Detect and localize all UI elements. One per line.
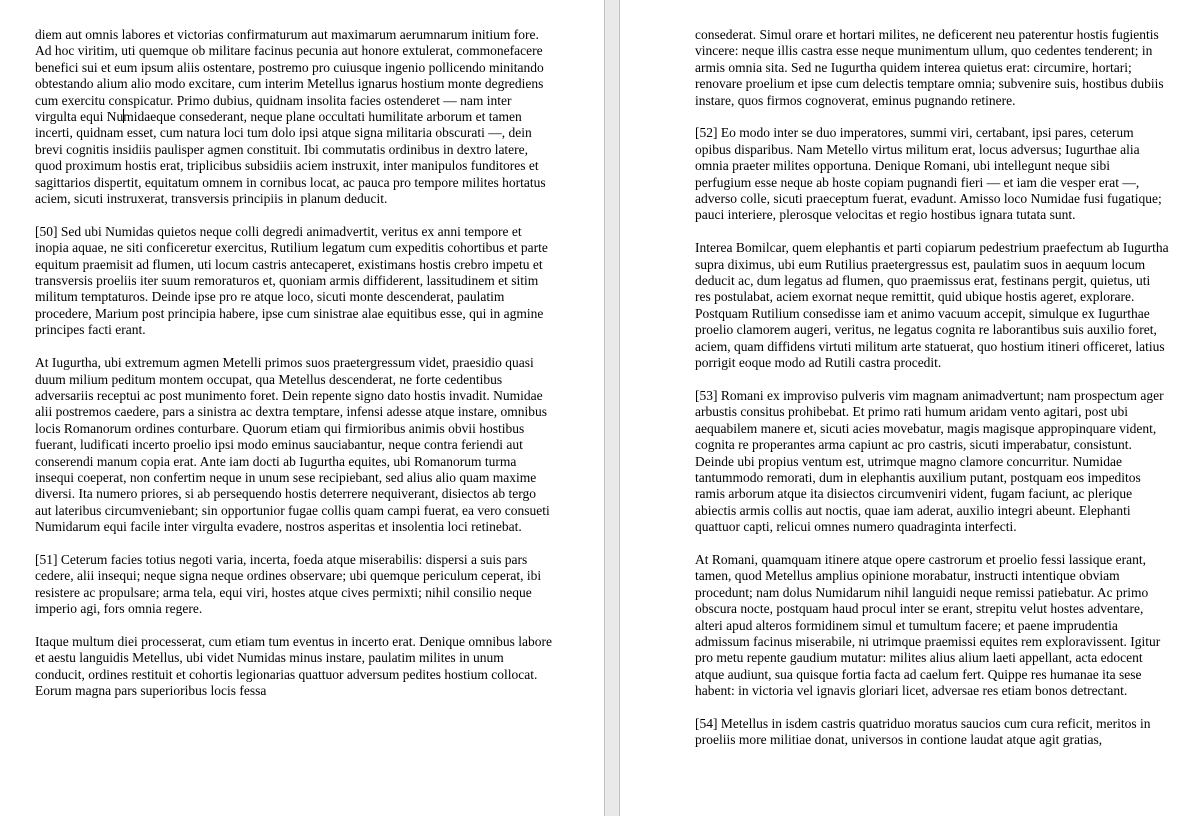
right-page-text-column[interactable] [695, 27, 1169, 749]
page-gutter [604, 0, 620, 816]
paragraph[interactable]: At Iugurtha, ubi extremum agmen Metelli primos suos praetergressum videt, praesidio quasi duum milium peditum montem occupat, qua Metellus descenderat, ne forte cedentibus adversariis receptui ac post munimento foret. Dein repente signo dato hostis invadit. Numidae alii postremos caedere, pars a sinistra ac dextra temptare, infensi adesse atque instare, omnibus locis Romanorum ordines conturbare. Quorum etiam qui firmioribus animis obvii hostibus fuerant, ludificati incerto proelio ipsi modo eminus sauciabantur, neque contra feriendi aut conserendi manum copia erat. Ante iam docti ab Iugurtha equites, ubi Romanorum turma insequi coeperat, non confertim neque in unum sese recipiebant, sed alius alio quam maxime diversi. Ita numero priores, si ab persequendo hostis deterrere nequiverant, disiectos ab tergo aut lateribus circumveniebant; sin opportunior fugae collis quam campi fuerat, ea vero consueti Numidarum equi facile inter virgulta evadere, nostros asperitas et insolentia loci retinebat. [35, 355, 550, 535]
paragraph-text-after-cursor: midaeque consederant, neque plane occultati humilitate arborum et tamen incerti, quidnam esset, cum natura loci tum dolo ipsi atque signa militaria obscurati —, dein brevi cognitis insidiis paulisper agmen constituit. Ibi commutatis ordinibus in dextro latere, quod proximum hostis erat, triplicibus subsidiis aciem instruxit, inter manipulos funditores et sagittarios dispertit, equitatum omnem in cornibus locat, ac pauca pro tempore milites hortatus aciem, sicuti instruxerat, transversis principiis in planum deducit. [35, 109, 546, 207]
left-page-text-column[interactable] [35, 27, 554, 700]
paragraph[interactable]: [54] Metellus in isdem castris quatriduo moratus saucios cum cura reficit, meritos in proeliis more militiae donat, universos in contione laudat atque agit gratias, [695, 715, 1151, 748]
paragraph[interactable] [35, 27, 554, 207]
paragraph[interactable]: Interea Bomilcar, quem elephantis et parti copiarum pedestrium praefectum ab Iugurtha supra diximus, ubi eum Rutilius praetergressus est, paulatim suos in aequum locum deducit ac, dum legatus ad flumen, quo praemissus erat, festinans pergit, quietus, uti res postulabat, aciem exornat neque remittit, quid ubique hostis ageret, explorare. Postquam Rutilium consedisse iam et animo vacuum accepit, simulque ex Iugurthae proelio clamorem augeri, veritus, ne legatus cognita re laborantibus suis auxilio foret, aciem, quam diffidens virtuti militum arte statuerat, quo hostium itineri officeret, latius porrigit eoque modo ad Rutili castra procedit. [695, 240, 1169, 371]
paragraph[interactable]: [53] Romani ex improviso pulveris vim magnam animadvertunt; nam prospectum ager arbustis consitus prohibebat. Et primo rati humum aridam vento agitari, post ubi aequabilem manere et, sicuti acies movebatur, magis magisque appropinquare vident, cognita re properantes arma capiunt ac pro castris, sicuti imperabatur, consistunt. Deinde ubi propius ventum est, utrimque magno clamore concurritur. Numidae tantummodo remorati, dum in elephantis auxilium putant, postquam eos impeditos ramis arborum atque ita disiectos circumveniri vident, fugam faciunt, ac plerique abiectis armis collis aut noctis, quae iam aderat, auxilio integri abeunt. Elephanti quattuor capti, relicui omnes numero quadraginta interfecti. [695, 387, 1164, 535]
paragraph[interactable]: [51] Ceterum facies totius negoti varia, incerta, foeda atque miserabilis: dispersi a suis pars cedere, alii insequi; neque signa neque ordines observare; ubi quemque periculum ceperat, ibi resistere ac propulsare; arma tela, equi viri, hostes atque cives permixti; nihil consilio neque imperio agi, fors omnia regere. [35, 551, 542, 617]
paragraph[interactable]: consederat. Simul orare et hortari milites, ne deficerent neu paterentur hostis fugientis vincere: neque illis castra esse neque munimentum ullum, quo cedentes tenderent; in armis omnia sita. Sed ne Iugurtha quidem interea quietus erat: circumire, hortari; renovare proelium et ipse cum delectis temptare omnia; subvenire suis, hostibus dubiis instare, quos firmos cognoverat, eminus pugnando retinere. [695, 27, 1164, 108]
paragraph[interactable]: Itaque multum diei processerat, cum etiam tum eventus in incerto erat. Denique omnibus labore et aestu languidis Metellus, ubi videt Numidas minus instare, paulatim milites in unum conducit, ordines restituit et cohortis legionarias quattuor adversum pedites hostium collocat. Eorum magna pars superioribus locis fessa [35, 633, 552, 699]
paragraph[interactable]: At Romani, quamquam itinere atque opere castrorum et proelio fessi lassique erant, tamen, quod Metellus amplius opinione morabatur, instructi intentique obviam procedunt; nam dolus Numidarum nihil languidi neque remissi patiebatur. Ac primo obscura nocte, postquam haud procul inter se erant, strepitu velut hostes adventare, alteri apud alteros formidinem simul et tumultum facere; et paene imprudentia admissum facinus miserabile, ni utrimque praemissi equites rem exploravissent. Igitur pro metu repente gaudium mutatur: milites alius alium laeti appellant, acta edocent atque audiunt, sua quisque fortia facta ad caelum fert. Quippe res humanae ita sese habent: in victoria vel ignavis gloriari licet, adversae res etiam bonos detrectant. [695, 551, 1161, 699]
paragraph[interactable]: [52] Eo modo inter se duo imperatores, summi viri, certabant, ipsi pares, ceterum opibus disparibus. Nam Metello virtus militum erat, locus adversus; Iugurthae alia omnia praeter milites opportuna. Denique Romani, ubi intellegunt neque sibi perfugium esse neque ab hoste copiam pugnandi fieri — et iam die vesper erat —, adverso colle, sicuti praeceptum fuerat, evadunt. Amisso loco Numidae fusi fugatique; pauci interiere, plerosque velocitas et regio hostibus ignara tutata sunt. [695, 125, 1162, 223]
paragraph-text-before-cursor: diem aut omnis labores et victorias confirmaturum aut maximarum aerumnarum initium fore. Ad hoc viritim, uti quemque ob militare facinus pecunia aut honore extulerat, commonefacere benefici sui et eum ipsum aliis ostentare, postremo pro cuiusque ingenio pollicendo minitando obtestando alium alio modo excitare, cum interim Metellus ignarus hostium monte degrediens cum exercitu conspicatur. Primo dubius, quidnam insolita facies ostenderet — nam inter virgulta equi Nu [35, 27, 544, 125]
right-page [620, 0, 1200, 816]
paragraph[interactable]: [50] Sed ubi Numidas quietos neque colli degredi animadvertit, veritus ex anni tempore et inopia aquae, ne siti conficeretur exercitus, Rutilium legatum cum expeditis cohortibus et parte equitum praemisit ad flumen, uti locum castris antecaperet, existimans hostis crebro impetu et transversis proeliis iter suum remoraturos et, quoniam armis diffiderent, lassitudinem et sitim militum temptaturos. Deinde ipse pro re atque loco, sicuti monte descenderat, paulatim procedere, Marium post principia habere, ipse cum sinistrae alae equitibus esse, qui in agmine principes facti erant. [35, 223, 548, 338]
